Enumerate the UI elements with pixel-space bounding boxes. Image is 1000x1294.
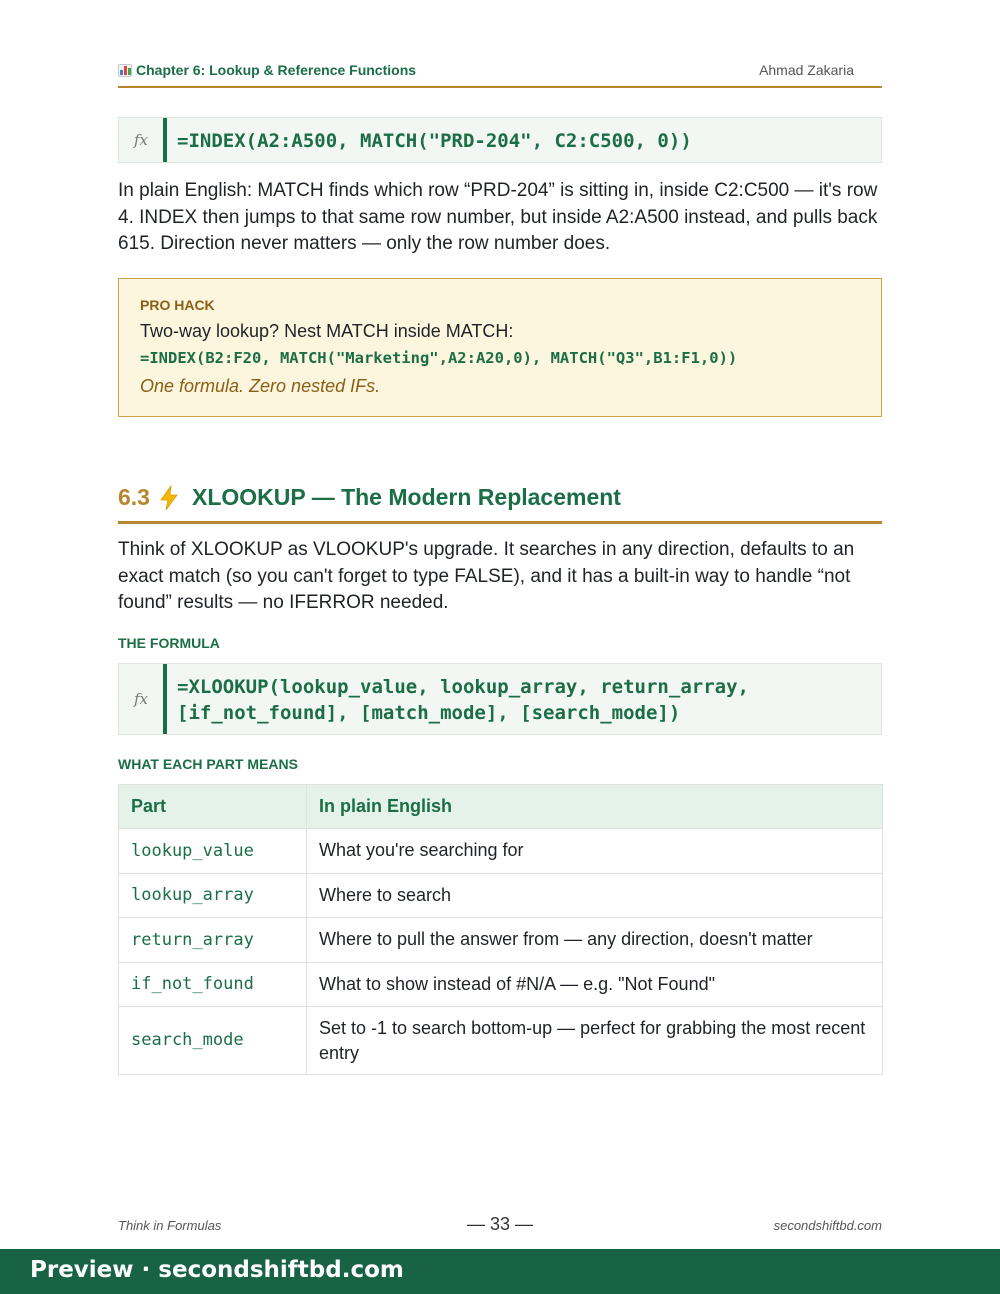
table-row	[119, 1007, 883, 1075]
table-row	[119, 873, 883, 918]
intro-paragraph: Think of XLOOKUP as VLOOKUP's upgrade. It searches in any direction, defaults to an exact match (so you can't forget to type FALSE), and it has a built-in way to handle “not found” results — no IFERROR needed.	[118, 539, 855, 613]
param-description: What to show instead of #N/A — e.g. "Not Found"	[307, 962, 883, 1007]
book-title: Think in Formulas	[118, 1218, 222, 1233]
page-footer	[118, 1214, 882, 1236]
formula-code-line-2: [if_not_found], [match_mode], [search_mode])	[177, 702, 681, 724]
param-name: lookup_value	[119, 829, 307, 874]
pro-hack-code: =INDEX(B2:F20, MATCH("Marketing",A2:A20,0), MATCH("Q3",B1:F1,0))	[140, 349, 738, 367]
param-description: Set to -1 to search bottom-up — perfect for grabbing the most recent entry	[307, 1007, 883, 1075]
section-number: 6.3	[118, 484, 150, 510]
explanation-paragraph: In plain English: MATCH finds which row “PRD-204” is sitting in, inside C2:C500 — it's row 4. INDEX then jumps to that same row number, but inside A2:A500 instead, and pulls back 615. Direction never matters — only the row number does.	[118, 180, 878, 254]
pro-hack-text: Two-way lookup? Nest MATCH inside MATCH:	[140, 321, 514, 341]
formula-accent-bar	[163, 118, 167, 162]
fx-icon: fx	[133, 131, 148, 149]
fx-icon: fx	[133, 690, 148, 708]
table-header-row	[119, 785, 883, 829]
formula-code: =INDEX(A2:A500, MATCH("PRD-204", C2:C500, 0))	[177, 130, 692, 152]
preview-banner: Preview · secondshiftbd.com	[0, 1249, 1000, 1294]
param-description: Where to pull the answer from — any direction, doesn't matter	[307, 918, 883, 963]
chapter-title	[118, 62, 416, 78]
formula-code-line-1: =XLOOKUP(lookup_value, lookup_array, return_array,	[177, 676, 749, 698]
pro-hack-callout	[118, 278, 882, 417]
param-name: lookup_array	[119, 873, 307, 918]
pro-hack-note: One formula. Zero nested IFs.	[140, 376, 381, 396]
formula-box-index-match	[118, 117, 882, 163]
formula-accent-bar	[163, 664, 167, 734]
table-row	[119, 962, 883, 1007]
table-row	[119, 829, 883, 874]
table-row	[119, 918, 883, 963]
formula-box-xlookup	[118, 663, 882, 735]
table-header-meaning: In plain English	[307, 785, 883, 829]
bar-chart-icon	[118, 64, 132, 77]
parts-label: WHAT EACH PART MEANS	[118, 756, 298, 772]
pro-hack-title: PRO HACK	[140, 297, 215, 313]
parameters-table	[118, 784, 883, 1075]
author-name: Ahmad Zakaria	[759, 62, 854, 78]
lightning-icon	[159, 485, 179, 511]
param-name: if_not_found	[119, 962, 307, 1007]
section-title: XLOOKUP — The Modern Replacement	[191, 484, 621, 510]
chapter-title-text: Chapter 6: Lookup & Reference Functions	[136, 62, 417, 78]
param-description: Where to search	[307, 873, 883, 918]
section-heading	[118, 474, 882, 524]
param-name: search_mode	[119, 1007, 307, 1075]
param-description: What you're searching for	[307, 829, 883, 874]
table-header-part: Part	[119, 785, 307, 829]
param-name: return_array	[119, 918, 307, 963]
page-number: — 33 —	[466, 1214, 534, 1234]
footer-website: secondshiftbd.com	[773, 1218, 882, 1233]
formula-label: THE FORMULA	[118, 635, 220, 651]
page-header	[118, 60, 882, 88]
